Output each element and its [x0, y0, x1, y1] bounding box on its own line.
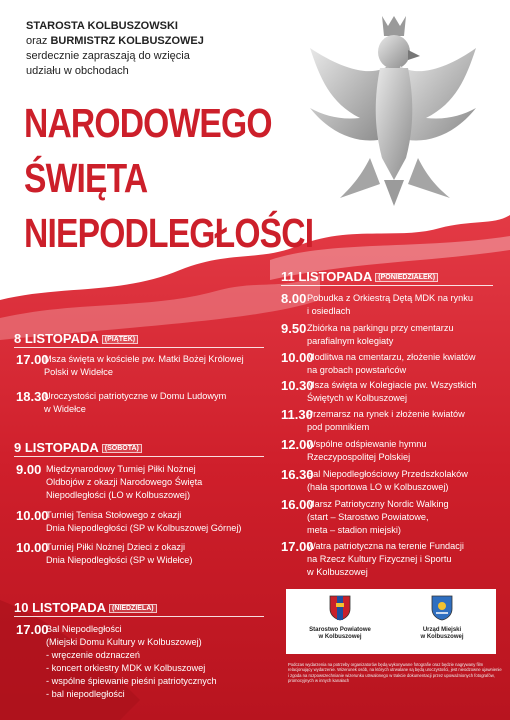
day-label: 9 LISTOPADA — [14, 440, 99, 455]
event-time: 18.30 — [16, 389, 49, 404]
event-desc: Uroczystości patriotyczne w Domu Ludowym w Widełce — [44, 391, 227, 414]
divider — [14, 616, 264, 617]
event-desc: Zbiórka na parkingu przy cmentarzu parafialnym kolegiaty — [307, 323, 454, 346]
starostwo-label: Starostwo Powiatowe w Kolbuszowej — [309, 627, 371, 640]
burmistrz-heading: BURMISTRZ KOLBUSZOWEJ — [50, 35, 204, 47]
event-desc: Msza święta w Kolegiacie pw. Wszystkich Świętych w Kolbuszowej — [307, 380, 477, 403]
event-desc: Watra patriotyczna na terenie Fundacji na Rzecz Kultury Fizycznej i Sportu w Kolbuszowej — [307, 541, 464, 577]
weekday-badge: (PONIEDZIAŁEK) — [375, 273, 438, 282]
event-time: 10.00 — [16, 540, 49, 555]
county-coat-of-arms-icon — [329, 595, 351, 621]
event-desc: Turniej Piłki Nożnej Dzieci z okazji Dnia Niepodległości (SP w Widełce) — [46, 542, 193, 565]
day-heading-nov11 — [281, 269, 438, 284]
event-desc: Międzynarodowy Turniej Piłki Nożnej Oldbojów z okazji Narodowego Święta Niepodległości (LO w Kolbuszowej) — [46, 464, 203, 500]
divider — [14, 347, 264, 348]
event-time: 9.50 — [281, 321, 307, 336]
title-line-1: NARODOWEGO — [24, 100, 272, 146]
starosta-heading: STAROSTA KOLBUSZOWSKI — [26, 20, 178, 32]
event-nov10-1 — [16, 622, 271, 702]
event-nov11-4 — [281, 378, 503, 406]
event-desc: Turniej Tenisa Stołowego z okazji Dnia Niepodległości (SP w Kolbuszowej Górnej) — [46, 510, 242, 533]
day-heading-nov8 — [14, 331, 138, 346]
town-coat-of-arms-icon — [431, 595, 453, 621]
event-nov9-1 — [16, 462, 271, 504]
event-time: 16.00 — [281, 497, 314, 512]
footnote: Podczas wydarzenia na potrzeby organizatorów będą wykonywane fotografie oraz będzie nagrywany film relacjonujący wydarzenie. Wizerunek osób, na których utrwalane są będą uroczystości, jest nieodzowne ujawnienie i zgoda na rozpowszechnianie wizerunku utrwalonego w trakcie dokumentacji przez upoważnionych fotografów, promocyjnych w innych kanałach — [288, 662, 502, 684]
event-desc: Przemarsz na rynek i złożenie kwiatów pod pomnikiem — [307, 409, 465, 432]
weekday-badge: (SOBOTA) — [102, 444, 142, 453]
event-nov11-7 — [281, 467, 503, 495]
event-nov8-2 — [16, 389, 271, 417]
event-desc: Marsz Patriotyczny Nordic Walking (start – Starostwo Powiatowe, meta – stadion miejski) — [307, 499, 449, 535]
event-time: 10.00 — [281, 350, 314, 365]
day-heading-nov9 — [14, 440, 142, 455]
invitation-text — [26, 19, 286, 79]
day-heading-nov10 — [14, 600, 157, 615]
event-desc: Modlitwa na cmentarzu, złożenie kwiatów na grobach powstańców — [307, 352, 476, 375]
event-time: 12.00 — [281, 437, 314, 452]
event-nov11-5 — [281, 407, 503, 435]
invite-line-2: udziału w obchodach — [26, 65, 129, 77]
event-nov11-2 — [281, 321, 503, 349]
invite-line-1: serdecznie zapraszają do wzięcia — [26, 50, 190, 62]
event-desc: Pobudka z Orkiestrą Dętą MDK na rynku i osiedlach — [307, 293, 473, 316]
title-line-3: NIEPODLEGŁOŚCI — [24, 210, 314, 256]
event-nov8-1 — [16, 352, 271, 380]
event-desc: Bal Niepodległości (Miejski Domu Kultury w Kolbuszowej) - wręczenie odznaczeń - koncert orkiestry MDK w Kolbuszowej - wspólne śpiewanie pieśni patriotycznych - bal niepodległości — [46, 624, 217, 699]
weekday-badge: (NIEDZIELA) — [109, 604, 157, 613]
event-desc: Bal Niepodległościowy Przedszkolaków (hala sportowa LO w Kolbuszowej) — [307, 469, 468, 492]
event-nov9-3 — [16, 540, 271, 568]
event-nov11-8 — [281, 497, 503, 539]
event-desc: Wspólne odśpiewanie hymnu Rzeczypospolitej Polskiej — [307, 439, 427, 462]
white-eagle-icon — [300, 8, 480, 208]
event-time: 16.30 — [281, 467, 314, 482]
event-nov9-2 — [16, 508, 271, 536]
event-time: 17.00 — [16, 622, 49, 637]
oraz-text: oraz — [26, 35, 51, 47]
event-time: 17.00 — [281, 539, 314, 554]
organizer-logos — [286, 589, 496, 654]
event-desc: Msza święta w kościele pw. Matki Bożej Królowej Polski w Widełce — [44, 354, 244, 377]
urzad-logo — [392, 595, 492, 641]
event-nov11-6 — [281, 437, 503, 465]
event-time: 10.30 — [281, 378, 314, 393]
title-line-2: ŚWIĘTA — [24, 155, 148, 201]
event-nov11-3 — [281, 350, 503, 378]
event-time: 11.30 — [281, 407, 313, 422]
event-time: 17.00 — [16, 352, 49, 367]
event-nov11-1 — [281, 291, 503, 319]
weekday-badge: (PIĄTEK) — [102, 335, 138, 344]
urzad-label: Urząd Miejski w Kolbuszowej — [420, 627, 464, 640]
day-label: 10 LISTOPADA — [14, 600, 106, 615]
divider — [281, 285, 493, 286]
day-label: 8 LISTOPADA — [14, 331, 99, 346]
divider — [14, 456, 264, 457]
event-time: 9.00 — [16, 462, 42, 477]
event-nov11-9 — [281, 539, 503, 581]
event-time: 8.00 — [281, 291, 307, 306]
starostwo-logo — [290, 595, 390, 641]
event-time: 10.00 — [16, 508, 49, 523]
day-label: 11 LISTOPADA — [281, 269, 373, 284]
